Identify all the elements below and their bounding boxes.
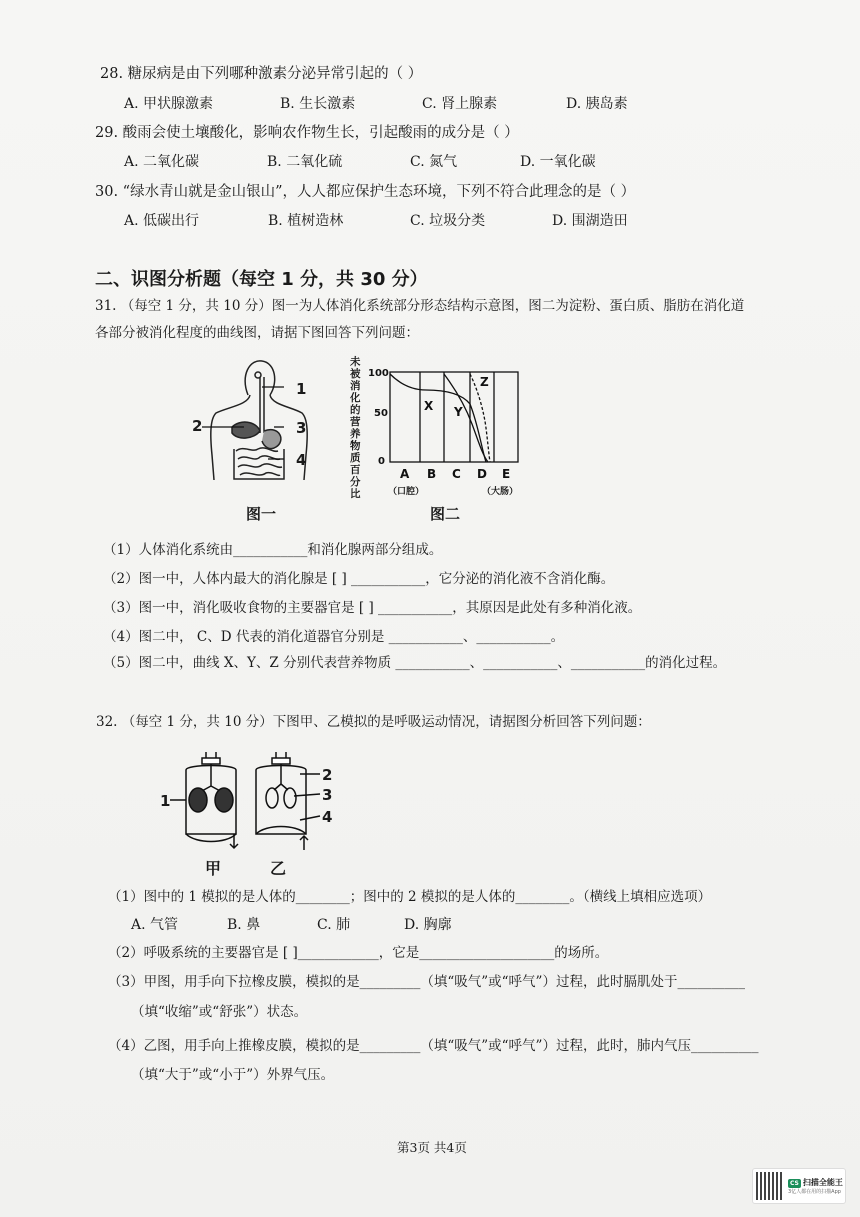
y-tick-100: 100 xyxy=(368,368,389,379)
option: B. 二氧化硫 xyxy=(267,154,343,170)
y-label-char: 比 xyxy=(350,488,361,500)
x-category-a: A xyxy=(400,467,410,481)
option: B. 植树造林 xyxy=(268,213,344,229)
q31-item-1: （1）人体消化系统由___________和消化腺两部分组成。 xyxy=(103,542,443,558)
q32-item-2: （2）呼吸系统的主要器官是 [ ]____________，它是____________________的场所。 xyxy=(108,945,609,961)
y-tick-50: 50 xyxy=(374,408,388,419)
y-tick-0: 0 xyxy=(378,456,385,467)
y-label-char: 分 xyxy=(350,476,361,488)
jar-jia-label: 甲 xyxy=(205,859,222,878)
x-category-e: E xyxy=(502,467,511,481)
option: A. 低碳出行 xyxy=(124,213,200,229)
page-footer: 第3页 共4页 xyxy=(397,1140,467,1155)
section-title: 二、识图分析题（每空 1 分，共 30 分） xyxy=(95,269,428,290)
qr-code-icon xyxy=(756,1172,784,1200)
y-label-char: 的 xyxy=(350,404,361,416)
jar-jia-right-lung xyxy=(215,788,233,812)
option: C. 垃圾分类 xyxy=(410,213,486,229)
cs-logo: CS xyxy=(790,1180,799,1187)
q31-item-4: （4）图二中， C、D 代表的消化道器官分别是 ___________、___________。 xyxy=(103,629,565,645)
question-30-stem: 30. “绿水青山就是金山银山”，人人都应保护生态环境，下列不符合此理念的是（ ） xyxy=(95,184,636,200)
q32-item-4-line2: （填“大于”或“小于”）外界气压。 xyxy=(131,1067,335,1083)
option: D. 围湖造田 xyxy=(552,213,628,229)
q32-item-4-line1: （4）乙图，用手向上推橡皮膜，模拟的是_________（填“吸气”或“呼气”）过程，此时，肺内气压__________ xyxy=(108,1038,759,1054)
option: D. 胸廓 xyxy=(404,917,452,933)
option: C. 肾上腺素 xyxy=(422,96,498,112)
y-label-char: 被 xyxy=(350,368,361,380)
y-label-char: 消 xyxy=(350,380,361,392)
jar-yi-trachea xyxy=(274,764,288,790)
breathing-label-1: 1 xyxy=(160,792,171,810)
q32-item-1: （1）图中的 1 模拟的是人体的________；图中的 2 模拟的是人体的________。（横线上填相应选项） xyxy=(108,889,712,905)
fig1-label-1: 1 xyxy=(296,380,307,398)
x-note-mouth: （口腔） xyxy=(388,487,425,497)
question-28-stem: 28. 糖尿病是由下列哪种激素分泌异常引起的（ ） xyxy=(100,66,423,82)
jar-jia-membrane xyxy=(186,834,236,842)
y-label-char: 未 xyxy=(350,356,361,368)
option: D. 胰岛素 xyxy=(566,96,628,112)
scanner-tagline: 3亿人都在用的扫描App xyxy=(788,1189,841,1195)
y-label-char: 化 xyxy=(350,392,361,404)
question-29-stem: 29. 酸雨会使土壤酸化，影响农作物生长，引起酸雨的成分是（ ） xyxy=(95,125,519,141)
x-category-d: D xyxy=(477,467,487,481)
q32-item-1-options xyxy=(131,915,452,935)
curve-x xyxy=(390,374,486,462)
breathing-label-4: 4 xyxy=(322,808,333,826)
question-31-intro-line1: 31. （每空 1 分，共 10 分）图一为人体消化系统部分形态结构示意图，图二为淀粉、蛋白质、脂肪在消化道 xyxy=(95,298,745,314)
question-28-options xyxy=(124,94,628,114)
y-label-char: 养 xyxy=(350,428,361,440)
option: B. 鼻 xyxy=(227,917,261,933)
jar-jia-pull-arrow xyxy=(230,834,238,848)
nutrient-digestion-chart xyxy=(366,364,526,504)
scanner-name: 扫描全能王 xyxy=(802,1178,843,1187)
question-32-intro: 32. （每空 1 分，共 10 分）下图甲、乙模拟的是呼吸运动情况，请据图分析回答下列问题： xyxy=(96,714,651,730)
breathing-label-2: 2 xyxy=(322,766,333,784)
option: A. 气管 xyxy=(131,917,179,933)
curve-label-x: X xyxy=(424,399,434,413)
option: A. 二氧化碳 xyxy=(124,154,200,170)
x-category-c: C xyxy=(452,467,461,481)
question-30-options xyxy=(124,211,628,231)
fig1-label-2: 2 xyxy=(192,417,203,435)
jar-jia-trachea xyxy=(200,764,222,792)
curve-label-z: Z xyxy=(480,375,489,389)
x-category-b: B xyxy=(427,467,437,481)
jar-yi-left-lung xyxy=(266,788,278,808)
y-label-char: 百 xyxy=(350,464,361,476)
option: A. 甲状腺激素 xyxy=(124,96,214,112)
y-label-char: 营 xyxy=(350,416,361,428)
jar-yi-label: 乙 xyxy=(270,859,287,878)
option: D. 一氧化碳 xyxy=(520,154,596,170)
q32-item-3-line1: （3）甲图，用手向下拉橡皮膜，模拟的是_________（填“吸气”或“呼气”）过程，此时膈肌处于__________ xyxy=(108,974,745,990)
jar-jia-left-lung xyxy=(189,788,207,812)
q31-item-3: （3）图一中，消化吸收食物的主要器官是 [ ] ___________，其原因是此处有多种消化液。 xyxy=(103,600,642,616)
fig1-label-4: 4 xyxy=(296,451,307,469)
q31-item-2: （2）图一中，人体内最大的消化腺是 [ ] ___________，它分泌的消化液不含消化酶。 xyxy=(103,571,615,587)
fig1-caption: 图一 xyxy=(246,505,277,523)
curve-label-y: Y xyxy=(454,405,463,419)
breathing-model-figure xyxy=(150,740,350,855)
q31-item-5: （5）图二中，曲线 X、Y、Z 分别代表营养物质 ___________、___________、___________的消化过程。 xyxy=(103,655,727,671)
option: C. 氮气 xyxy=(410,154,458,170)
jar-yi-push-arrow xyxy=(300,836,308,850)
jar-yi-right-lung xyxy=(284,788,296,808)
fig2-caption: 图二 xyxy=(430,505,461,523)
breathing-label-3: 3 xyxy=(322,786,333,804)
x-note-colon: （大肠） xyxy=(482,487,519,497)
q32-item-3-line2: （填“收缩”或“舒张”）状态。 xyxy=(131,1004,308,1020)
y-label-char: 质 xyxy=(350,452,361,464)
question-29-options xyxy=(124,152,596,172)
question-31-intro-line2: 各部分被消化程度的曲线图，请据下图回答下列问题： xyxy=(95,325,419,341)
fig1-label-3: 3 xyxy=(296,419,307,437)
option: B. 生长激素 xyxy=(280,96,356,112)
option: C. 肺 xyxy=(317,917,351,933)
y-label-char: 物 xyxy=(350,440,361,452)
fig2-y-axis-label xyxy=(350,356,362,500)
scanner-watermark xyxy=(752,1168,846,1204)
jar-yi-membrane xyxy=(256,827,306,835)
digestive-system-figure xyxy=(188,355,328,505)
